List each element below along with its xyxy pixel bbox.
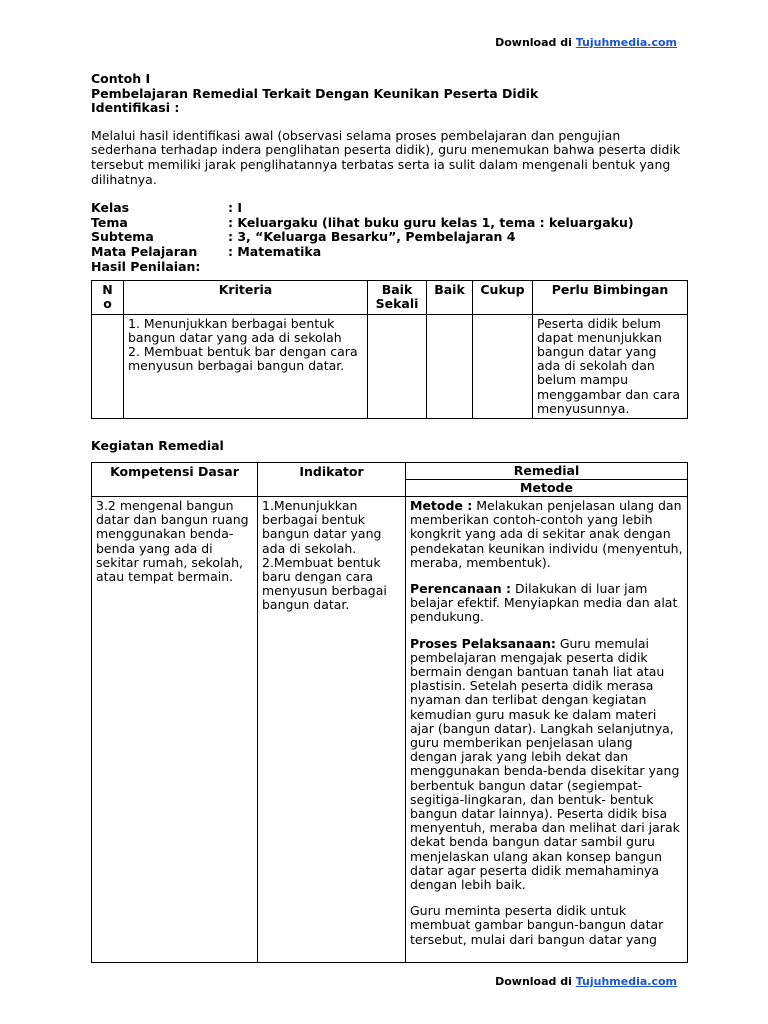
cell-baik-sekali xyxy=(368,314,427,418)
meta-row-hasil: Hasil Penilaian: xyxy=(91,258,201,274)
cell-kriteria: 1. Menunjukkan berbagai bentuk bangun datar yang ada di sekolah 2. Membuat bentuk bar dengan cara menyusun berbagai bangun datar. xyxy=(124,314,368,418)
identification-paragraph: Melalui hasil identifikasi awal (observasi selama proses pembelajaran dan pengujian sederhana terhadap indera penglihatan peserta didik), guru menemukan bahwa peserta didik tersebut memiliki jarak penglihatannya terbatas serta ia sulit dalam mengenali bentuk yang dilihatnya. xyxy=(91,127,681,187)
col-kriteria: Kriteria xyxy=(124,281,368,314)
footer-download-prefix: Download di xyxy=(495,975,576,988)
assessment-table xyxy=(91,280,688,419)
meta-row-kelas: Kelas : I xyxy=(91,200,243,216)
remedial-table xyxy=(91,462,688,963)
col-no: No xyxy=(92,281,124,314)
footer-download-link[interactable]: Tujuhmedia.com xyxy=(575,975,677,988)
col-metode: Metode xyxy=(406,479,688,496)
col-baik-sekali: Baik Sekali xyxy=(368,281,427,314)
cell-perlu-bimbingan: Peserta didik belum dapat menunjukkan bangun datar yang ada di sekolah dan belum mampu menggambar dan cara menyusunnya. xyxy=(533,314,688,418)
proses-paragraph xyxy=(410,637,683,893)
proses-text: Guru memulai pembelajaran mengajak peserta didik bermain dengan bantuan tanah liat atau plastisin. Setelah peserta didik merasa nyaman dan terlibat dengan kegiatan kemudian guru masuk ke dalam materi ajar (bangun datar). Langkah selanjutnya, guru memberikan penjelasan ulang dengan jarak yang lebih dekat dan menggunakan benda-benda disekitar yang berbentuk bangun datar (segiempat-segitiga-lingkaran, dan bentuk- bentuk bangun datar lainnya). Peserta didik bisa menyentuh, meraba dan melihat dari jarak dekat benda bangun datar sambil guru menjelaskan ulang akan konsep bangun datar agar peserta didik memahaminya dengan lebih baik. xyxy=(410,635,680,893)
title-block xyxy=(91,72,688,116)
remedial-heading: Kegiatan Remedial xyxy=(91,437,224,453)
col-remedial: Remedial xyxy=(406,462,688,479)
cell-indikator: 1.Menunjukkan berbagai bentuk bangun datar yang ada di sekolah. 2.Membuat bentuk baru dengan cara menyusun berbagai bangun datar. xyxy=(258,496,406,962)
identification-heading: Identifikasi : xyxy=(91,100,180,116)
meta-row-subtema: Subtema : 3, “Keluarga Besarku”, Pembelajaran 4 xyxy=(91,229,516,245)
document-body xyxy=(91,72,688,963)
col-baik: Baik xyxy=(427,281,473,314)
metode-label: Metode : xyxy=(410,497,473,513)
cell-cukup xyxy=(473,314,533,418)
closing-paragraph: Guru meminta peserta didik untuk membuat gambar bangun-bangun datar tersebut, mulai dari bangun datar yang xyxy=(410,903,664,947)
cell-kompetensi: 3.2 mengenal bangun datar dan bangun ruang menggunakan benda-benda yang ada di sekitar rumah, sekolah, atau tempat bermain. xyxy=(92,496,258,962)
page-header xyxy=(495,36,677,49)
assessment-header-row xyxy=(92,281,688,314)
col-indikator: Indikator xyxy=(258,462,406,496)
perencanaan-text: Dilakukan di luar jam belajar efektif. Menyiapkan media dan alat pendukung. xyxy=(410,580,678,625)
meta-row-mapel: Mata Pelajaran : Matematika xyxy=(91,243,322,259)
cell-metode xyxy=(406,496,688,962)
perencanaan-paragraph xyxy=(410,582,683,625)
col-kompetensi: Kompetensi Dasar xyxy=(92,462,258,496)
remedial-header-row xyxy=(92,462,688,479)
cell-baik xyxy=(427,314,473,418)
document-title: Pembelajaran Remedial Terkait Dengan Keunikan Peserta Didik xyxy=(91,85,539,101)
remedial-row xyxy=(92,496,688,962)
page-footer xyxy=(495,975,677,988)
metode-text: Melakukan penjelasan ulang dan memberikan contoh-contoh yang lebih kongkrit yang ada di sekitar anak dengan pendekatan keunikan individu (menyentuh, meraba, membentuk). xyxy=(410,497,683,570)
metode-paragraph xyxy=(410,499,683,570)
meta-info xyxy=(91,201,688,274)
proses-label: Proses Pelaksanaan: xyxy=(410,635,556,651)
col-cukup: Cukup xyxy=(473,281,533,314)
col-perlu-bimbingan: Perlu Bimbingan xyxy=(533,281,688,314)
meta-row-tema: Tema : Keluargaku (lihat buku guru kelas 1, tema : keluargaku) xyxy=(91,214,634,230)
header-download-prefix: Download di xyxy=(495,36,576,49)
assessment-row xyxy=(92,314,688,418)
perencanaan-label: Perencanaan : xyxy=(410,580,512,596)
example-title: Contoh I xyxy=(91,71,151,86)
cell-no xyxy=(92,314,124,418)
header-download-link[interactable]: Tujuhmedia.com xyxy=(575,36,677,49)
